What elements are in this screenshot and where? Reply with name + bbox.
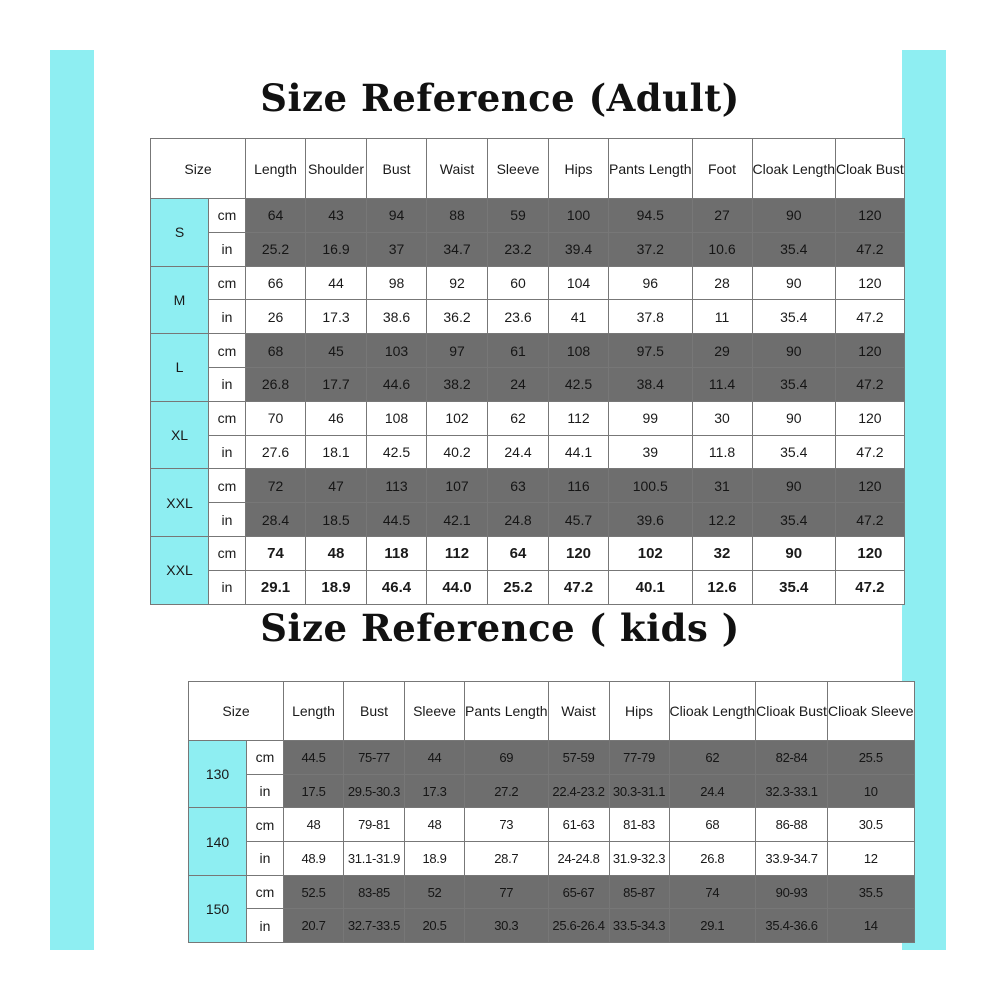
kids-value-cell: 33.9-34.7 xyxy=(756,842,828,876)
adult-column-header: Cloak Bust xyxy=(836,139,905,199)
adult-value-cell: 37 xyxy=(367,232,427,266)
unit-label: in xyxy=(209,503,246,537)
adult-value-cell: 18.9 xyxy=(306,570,367,604)
adult-value-cell: 47.2 xyxy=(836,232,905,266)
kids-table-row xyxy=(189,808,915,842)
adult-value-cell: 25.2 xyxy=(488,570,549,604)
kids-value-cell: 48 xyxy=(284,808,344,842)
adult-value-cell: 44.1 xyxy=(549,435,609,469)
kids-value-cell: 24-24.8 xyxy=(548,842,609,876)
adult-value-cell: 46 xyxy=(306,401,367,435)
adult-value-cell: 23.2 xyxy=(488,232,549,266)
adult-table-row xyxy=(151,503,905,537)
adult-column-header: Sleeve xyxy=(488,139,549,199)
adult-value-cell: 104 xyxy=(549,266,609,300)
unit-label: in xyxy=(209,570,246,604)
adult-value-cell: 74 xyxy=(246,536,306,570)
kids-value-cell: 90-93 xyxy=(756,875,828,909)
adult-value-cell: 97 xyxy=(427,334,488,368)
adult-value-cell: 64 xyxy=(246,199,306,233)
adult-value-cell: 98 xyxy=(367,266,427,300)
adult-value-cell: 90 xyxy=(752,199,836,233)
adult-value-cell: 28 xyxy=(692,266,752,300)
adult-value-cell: 35.4 xyxy=(752,503,836,537)
kids-size-cell: 140 xyxy=(189,808,247,875)
adult-column-header: Pants Length xyxy=(609,139,693,199)
adult-value-cell: 116 xyxy=(549,469,609,503)
adult-value-cell: 24.4 xyxy=(488,435,549,469)
adult-value-cell: 44 xyxy=(306,266,367,300)
kids-table-row xyxy=(189,774,915,808)
adult-value-cell: 88 xyxy=(427,199,488,233)
adult-value-cell: 120 xyxy=(836,334,905,368)
kids-title: Size Reference ( kids ) xyxy=(260,606,740,650)
adult-size-cell: XXL xyxy=(151,536,209,604)
adult-size-cell: XXL xyxy=(151,469,209,537)
adult-value-cell: 29.1 xyxy=(246,570,306,604)
adult-value-cell: 17.3 xyxy=(306,300,367,334)
adult-table-row xyxy=(151,536,905,570)
kids-value-cell: 12 xyxy=(827,842,914,876)
kids-value-cell: 28.7 xyxy=(465,842,549,876)
kids-value-cell: 77 xyxy=(465,875,549,909)
adult-value-cell: 90 xyxy=(752,401,836,435)
adult-table-row xyxy=(151,334,905,368)
adult-value-cell: 46.4 xyxy=(367,570,427,604)
adult-value-cell: 120 xyxy=(836,266,905,300)
adult-value-cell: 100 xyxy=(549,199,609,233)
adult-value-cell: 90 xyxy=(752,334,836,368)
adult-column-header: Bust xyxy=(367,139,427,199)
adult-value-cell: 90 xyxy=(752,469,836,503)
adult-value-cell: 41 xyxy=(549,300,609,334)
adult-table-row xyxy=(151,300,905,334)
adult-value-cell: 23.6 xyxy=(488,300,549,334)
kids-value-cell: 20.7 xyxy=(284,909,344,943)
adult-value-cell: 39.6 xyxy=(609,503,693,537)
unit-label: cm xyxy=(209,334,246,368)
kids-value-cell: 30.3 xyxy=(465,909,549,943)
adult-value-cell: 66 xyxy=(246,266,306,300)
kids-table-row xyxy=(189,842,915,876)
kids-value-cell: 35.5 xyxy=(827,875,914,909)
adult-value-cell: 112 xyxy=(427,536,488,570)
adult-column-header: Foot xyxy=(692,139,752,199)
adult-value-cell: 10.6 xyxy=(692,232,752,266)
adult-value-cell: 42.5 xyxy=(549,367,609,401)
kids-value-cell: 24.4 xyxy=(669,774,756,808)
adult-value-cell: 45 xyxy=(306,334,367,368)
kids-value-cell: 17.5 xyxy=(284,774,344,808)
kids-value-cell: 62 xyxy=(669,741,756,775)
adult-value-cell: 27.6 xyxy=(246,435,306,469)
kids-size-table xyxy=(188,681,915,943)
adult-value-cell: 40.1 xyxy=(609,570,693,604)
kids-column-header: Waist xyxy=(548,682,609,741)
kids-value-cell: 32.7-33.5 xyxy=(344,909,405,943)
adult-value-cell: 16.9 xyxy=(306,232,367,266)
kids-table-row xyxy=(189,909,915,943)
adult-value-cell: 96 xyxy=(609,266,693,300)
adult-value-cell: 120 xyxy=(836,536,905,570)
adult-value-cell: 44.5 xyxy=(367,503,427,537)
kids-value-cell: 68 xyxy=(669,808,756,842)
adult-value-cell: 107 xyxy=(427,469,488,503)
adult-column-header: Waist xyxy=(427,139,488,199)
adult-value-cell: 30 xyxy=(692,401,752,435)
kids-value-cell: 74 xyxy=(669,875,756,909)
kids-value-cell: 30.3-31.1 xyxy=(609,774,669,808)
kids-column-header: Length xyxy=(284,682,344,741)
adult-size-cell: L xyxy=(151,334,209,402)
adult-value-cell: 17.7 xyxy=(306,367,367,401)
adult-value-cell: 35.4 xyxy=(752,435,836,469)
adult-value-cell: 60 xyxy=(488,266,549,300)
kids-value-cell: 44.5 xyxy=(284,741,344,775)
kids-column-header: Hips xyxy=(609,682,669,741)
unit-label: cm xyxy=(209,266,246,300)
adult-column-header: Shoulder xyxy=(306,139,367,199)
adult-value-cell: 45.7 xyxy=(549,503,609,537)
adult-value-cell: 38.2 xyxy=(427,367,488,401)
adult-value-cell: 24 xyxy=(488,367,549,401)
kids-value-cell: 30.5 xyxy=(827,808,914,842)
kids-value-cell: 57-59 xyxy=(548,741,609,775)
adult-value-cell: 92 xyxy=(427,266,488,300)
kids-value-cell: 48 xyxy=(405,808,465,842)
unit-label: cm xyxy=(247,875,284,909)
adult-header-row xyxy=(151,139,905,199)
adult-table-row xyxy=(151,232,905,266)
kids-column-header: Clioak Bust xyxy=(756,682,828,741)
kids-value-cell: 73 xyxy=(465,808,549,842)
kids-value-cell: 33.5-34.3 xyxy=(609,909,669,943)
adult-table-row xyxy=(151,266,905,300)
adult-value-cell: 94 xyxy=(367,199,427,233)
adult-value-cell: 43 xyxy=(306,199,367,233)
adult-value-cell: 18.1 xyxy=(306,435,367,469)
kids-value-cell: 35.4-36.6 xyxy=(756,909,828,943)
kids-column-header: Bust xyxy=(344,682,405,741)
adult-value-cell: 40.2 xyxy=(427,435,488,469)
kids-column-header: Sleeve xyxy=(405,682,465,741)
adult-value-cell: 29 xyxy=(692,334,752,368)
adult-value-cell: 70 xyxy=(246,401,306,435)
adult-value-cell: 11.8 xyxy=(692,435,752,469)
adult-value-cell: 35.4 xyxy=(752,300,836,334)
adult-value-cell: 31 xyxy=(692,469,752,503)
adult-value-cell: 11.4 xyxy=(692,367,752,401)
kids-value-cell: 77-79 xyxy=(609,741,669,775)
adult-column-header: Cloak Length xyxy=(752,139,836,199)
adult-value-cell: 47.2 xyxy=(836,570,905,604)
adult-column-header: Hips xyxy=(549,139,609,199)
adult-value-cell: 102 xyxy=(427,401,488,435)
kids-value-cell: 27.2 xyxy=(465,774,549,808)
adult-value-cell: 44.6 xyxy=(367,367,427,401)
adult-value-cell: 44.0 xyxy=(427,570,488,604)
adult-value-cell: 59 xyxy=(488,199,549,233)
unit-label: cm xyxy=(247,808,284,842)
adult-size-cell: S xyxy=(151,199,209,267)
adult-value-cell: 97.5 xyxy=(609,334,693,368)
adult-value-cell: 38.6 xyxy=(367,300,427,334)
kids-column-header: Clioak Sleeve xyxy=(827,682,914,741)
adult-size-table xyxy=(150,138,905,605)
adult-value-cell: 113 xyxy=(367,469,427,503)
adult-value-cell: 62 xyxy=(488,401,549,435)
adult-table-row xyxy=(151,570,905,604)
unit-label: cm xyxy=(209,536,246,570)
adult-table-row xyxy=(151,367,905,401)
kids-value-cell: 83-85 xyxy=(344,875,405,909)
kids-value-cell: 29.5-30.3 xyxy=(344,774,405,808)
kids-value-cell: 69 xyxy=(465,741,549,775)
kids-value-cell: 65-67 xyxy=(548,875,609,909)
adult-value-cell: 108 xyxy=(549,334,609,368)
adult-value-cell: 35.4 xyxy=(752,232,836,266)
adult-value-cell: 18.5 xyxy=(306,503,367,537)
adult-value-cell: 64 xyxy=(488,536,549,570)
adult-value-cell: 99 xyxy=(609,401,693,435)
adult-value-cell: 35.4 xyxy=(752,367,836,401)
adult-size-cell: XL xyxy=(151,401,209,469)
kids-value-cell: 48.9 xyxy=(284,842,344,876)
unit-label: in xyxy=(209,232,246,266)
kids-value-cell: 75-77 xyxy=(344,741,405,775)
kids-value-cell: 79-81 xyxy=(344,808,405,842)
adult-value-cell: 103 xyxy=(367,334,427,368)
adult-value-cell: 28.4 xyxy=(246,503,306,537)
unit-label: in xyxy=(247,909,284,943)
adult-value-cell: 26 xyxy=(246,300,306,334)
kids-value-cell: 22.4-23.2 xyxy=(548,774,609,808)
kids-column-header: Clioak Length xyxy=(669,682,756,741)
adult-value-cell: 90 xyxy=(752,266,836,300)
kids-value-cell: 52.5 xyxy=(284,875,344,909)
unit-label: in xyxy=(209,300,246,334)
adult-value-cell: 48 xyxy=(306,536,367,570)
adult-value-cell: 120 xyxy=(836,199,905,233)
adult-table-row xyxy=(151,435,905,469)
adult-value-cell: 42.5 xyxy=(367,435,427,469)
kids-value-cell: 31.9-32.3 xyxy=(609,842,669,876)
adult-value-cell: 47.2 xyxy=(836,367,905,401)
adult-value-cell: 42.1 xyxy=(427,503,488,537)
kids-value-cell: 25.6-26.4 xyxy=(548,909,609,943)
adult-value-cell: 12.6 xyxy=(692,570,752,604)
adult-value-cell: 63 xyxy=(488,469,549,503)
unit-label: in xyxy=(247,774,284,808)
adult-value-cell: 26.8 xyxy=(246,367,306,401)
adult-table-row xyxy=(151,401,905,435)
adult-value-cell: 37.8 xyxy=(609,300,693,334)
adult-size-cell: M xyxy=(151,266,209,334)
adult-value-cell: 36.2 xyxy=(427,300,488,334)
adult-value-cell: 39 xyxy=(609,435,693,469)
kids-value-cell: 31.1-31.9 xyxy=(344,842,405,876)
adult-value-cell: 112 xyxy=(549,401,609,435)
kids-table-row xyxy=(189,875,915,909)
adult-value-cell: 120 xyxy=(836,469,905,503)
adult-table-row xyxy=(151,469,905,503)
adult-value-cell: 108 xyxy=(367,401,427,435)
adult-size-header: Size xyxy=(151,139,246,199)
adult-value-cell: 27 xyxy=(692,199,752,233)
unit-label: in xyxy=(209,435,246,469)
kids-value-cell: 25.5 xyxy=(827,741,914,775)
kids-value-cell: 81-83 xyxy=(609,808,669,842)
adult-value-cell: 47 xyxy=(306,469,367,503)
kids-value-cell: 61-63 xyxy=(548,808,609,842)
adult-value-cell: 118 xyxy=(367,536,427,570)
kids-value-cell: 86-88 xyxy=(756,808,828,842)
kids-value-cell: 20.5 xyxy=(405,909,465,943)
kids-value-cell: 44 xyxy=(405,741,465,775)
kids-value-cell: 82-84 xyxy=(756,741,828,775)
adult-value-cell: 47.2 xyxy=(836,503,905,537)
kids-size-header: Size xyxy=(189,682,284,741)
adult-value-cell: 11 xyxy=(692,300,752,334)
kids-value-cell: 26.8 xyxy=(669,842,756,876)
kids-value-cell: 29.1 xyxy=(669,909,756,943)
adult-value-cell: 61 xyxy=(488,334,549,368)
adult-table-row xyxy=(151,199,905,233)
unit-label: in xyxy=(247,842,284,876)
adult-value-cell: 120 xyxy=(836,401,905,435)
adult-value-cell: 47.2 xyxy=(549,570,609,604)
kids-table-row xyxy=(189,741,915,775)
kids-value-cell: 85-87 xyxy=(609,875,669,909)
unit-label: cm xyxy=(209,199,246,233)
adult-value-cell: 37.2 xyxy=(609,232,693,266)
adult-value-cell: 38.4 xyxy=(609,367,693,401)
adult-value-cell: 25.2 xyxy=(246,232,306,266)
kids-header-row xyxy=(189,682,915,741)
kids-value-cell: 10 xyxy=(827,774,914,808)
kids-size-cell: 150 xyxy=(189,875,247,942)
adult-value-cell: 32 xyxy=(692,536,752,570)
adult-column-header: Length xyxy=(246,139,306,199)
adult-value-cell: 34.7 xyxy=(427,232,488,266)
adult-value-cell: 94.5 xyxy=(609,199,693,233)
adult-value-cell: 102 xyxy=(609,536,693,570)
adult-title: Size Reference (Adult) xyxy=(260,76,740,120)
unit-label: cm xyxy=(209,469,246,503)
adult-value-cell: 100.5 xyxy=(609,469,693,503)
unit-label: cm xyxy=(209,401,246,435)
adult-value-cell: 90 xyxy=(752,536,836,570)
unit-label: in xyxy=(209,367,246,401)
kids-value-cell: 32.3-33.1 xyxy=(756,774,828,808)
kids-value-cell: 18.9 xyxy=(405,842,465,876)
adult-value-cell: 47.2 xyxy=(836,435,905,469)
kids-value-cell: 52 xyxy=(405,875,465,909)
adult-value-cell: 35.4 xyxy=(752,570,836,604)
adult-value-cell: 24.8 xyxy=(488,503,549,537)
adult-value-cell: 39.4 xyxy=(549,232,609,266)
adult-value-cell: 120 xyxy=(549,536,609,570)
kids-value-cell: 17.3 xyxy=(405,774,465,808)
adult-value-cell: 72 xyxy=(246,469,306,503)
adult-value-cell: 47.2 xyxy=(836,300,905,334)
kids-value-cell: 14 xyxy=(827,909,914,943)
left-accent-bar xyxy=(50,50,94,950)
unit-label: cm xyxy=(247,741,284,775)
kids-column-header: Pants Length xyxy=(465,682,549,741)
adult-value-cell: 68 xyxy=(246,334,306,368)
adult-value-cell: 12.2 xyxy=(692,503,752,537)
kids-size-cell: 130 xyxy=(189,741,247,808)
